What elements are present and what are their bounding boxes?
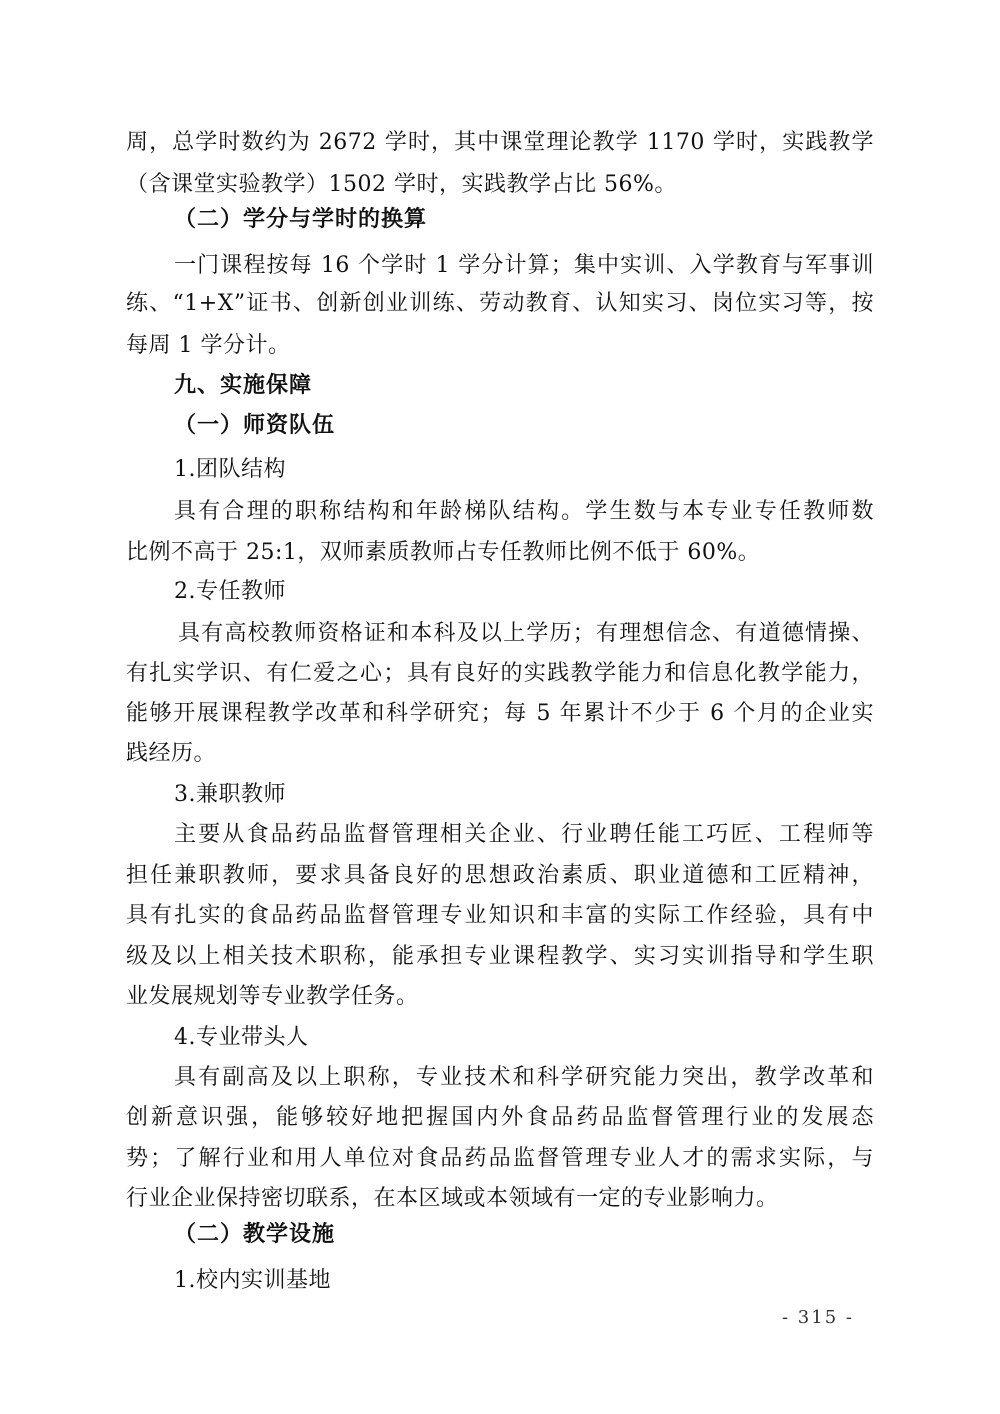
chapter-heading: 九、实施保障 [174, 373, 313, 398]
paragraph-line: 势；了解行业和用人单位对食品药品监督管理专业人才的需求实际，与 [126, 1146, 874, 1171]
page-number: - 315 - [782, 1307, 854, 1328]
paragraph-line: 具有副高及以上职称，专业技术和科学研究能力突出，教学改革和 [174, 1065, 874, 1090]
paragraph-line: 具有高校教师资格证和本科及以上学历；有理想信念、有道德情操、 [178, 621, 874, 646]
subsection-heading: 2.专任教师 [174, 579, 286, 604]
subsection-heading: 3.兼职教师 [174, 782, 286, 807]
paragraph-line: 业发展规划等专业教学任务。 [126, 984, 419, 1009]
section-heading: （二）学分与学时的换算 [174, 207, 428, 232]
paragraph-line: 具有合理的职称结构和年龄梯队结构。学生数与本专业专任教师数 [174, 499, 874, 524]
paragraph-line: 担任兼职教师，要求具备良好的思想政治素质、职业道德和工匠精神， [126, 863, 874, 888]
paragraph-line: 能够开展课程教学改革和科学研究；每 5 年累计不少于 6 个月的企业实 [126, 701, 874, 726]
paragraph-line: 践经历。 [126, 741, 217, 766]
paragraph-line: （含课堂实验教学）1502 学时，实践教学占比 56%。 [126, 172, 677, 197]
paragraph-line: 有扎实学识、有仁爱之心；具有良好的实践教学能力和信息化教学能力， [126, 661, 874, 686]
subsection-heading: 4.专业带头人 [174, 1025, 309, 1050]
section-heading: （二）教学设施 [174, 1222, 336, 1247]
paragraph-line: 比例不高于 25:1，双师素质教师占专任教师比例不低于 60%。 [126, 540, 761, 565]
paragraph-line: 周，总学时数约为 2672 学时，其中课堂理论教学 1170 学时，实践教学 [126, 130, 874, 155]
subsection-heading: 1.团队结构 [174, 457, 286, 482]
paragraph-line: 行业企业保持密切联系，在本区域或本领域有一定的专业影响力。 [126, 1186, 779, 1211]
paragraph-line: 创新意识强，能够较好地把握国内外食品药品监督管理行业的发展态 [126, 1105, 874, 1130]
paragraph-line: 具有扎实的食品药品监督管理专业知识和丰富的实际工作经验，具有中 [126, 903, 874, 928]
paragraph-line: 主要从食品药品监督管理相关企业、行业聘任能工巧匠、工程师等 [174, 822, 874, 847]
subsection-heading: 1.校内实训基地 [174, 1268, 331, 1293]
paragraph-line: 级及以上相关技术职称，能承担专业课程教学、实习实训指导和学生职 [126, 944, 874, 969]
paragraph-line: 一门课程按每 16 个学时 1 学分计算；集中实训、入学教育与军事训 [174, 253, 874, 278]
section-heading: （一）师资队伍 [174, 413, 336, 438]
paragraph-line: 练、“1+X”证书、创新创业训练、劳动教育、认知实习、岗位实习等，按 [126, 291, 874, 316]
paragraph-line: 每周 1 学分计。 [126, 333, 291, 358]
